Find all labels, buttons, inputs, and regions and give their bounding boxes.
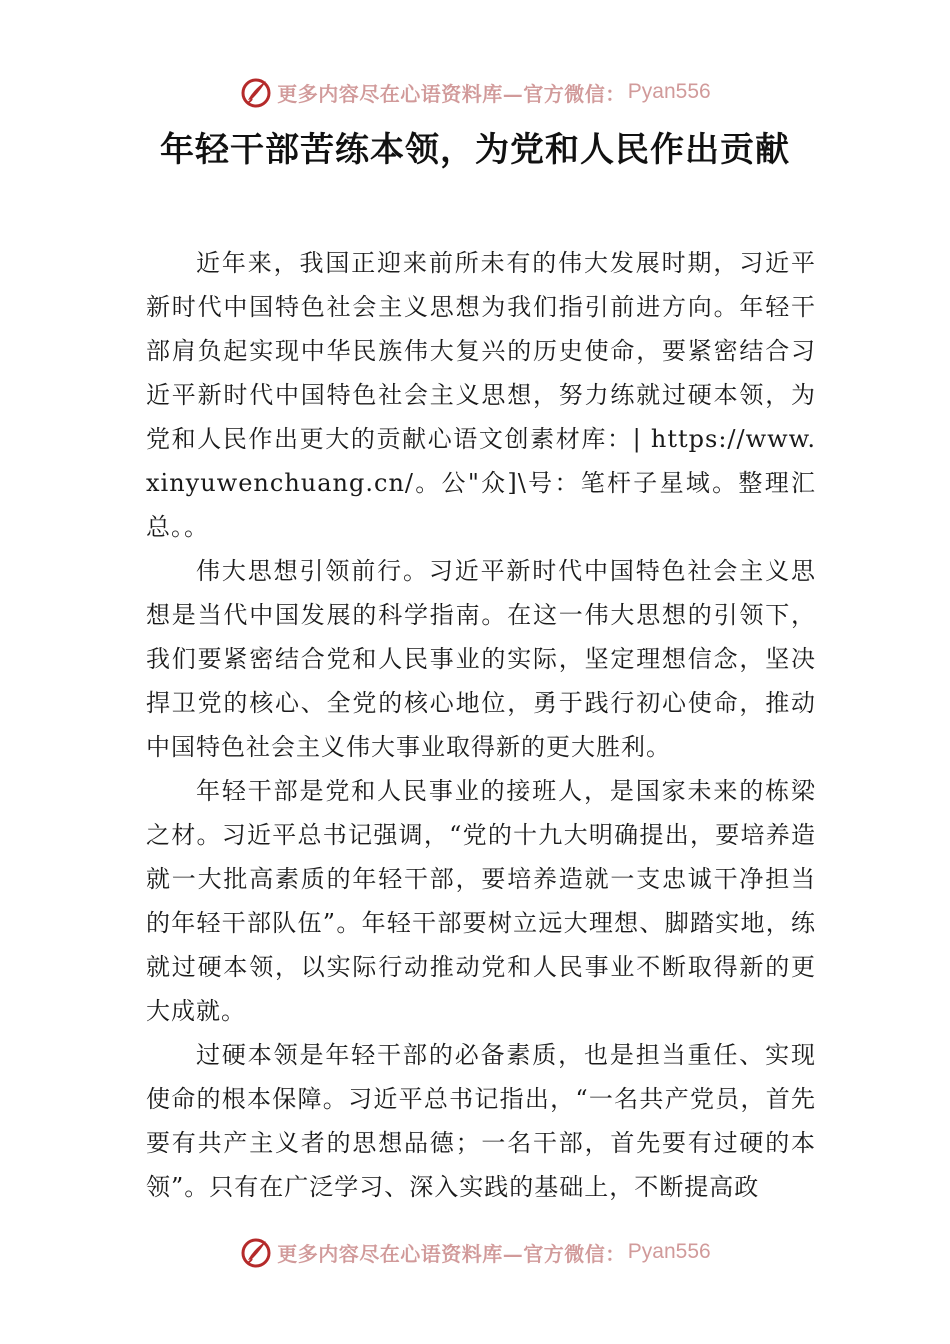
footer-banner-text: 更多内容尽在心语资料库—官方微信： [277, 1241, 626, 1266]
brush-logo-icon [239, 75, 273, 109]
paragraph: 伟大思想引领前行。习近平新时代中国特色社会主义思想是当代中国发展的科学指南。在这一伟大思想的引领下， 我们要紧密结合党和人民事业的实际，坚定理想信念，坚决捍卫党的核心、全党的核心地位，勇于践行初心使命，推动中国特色社会主义伟大事业取得新的更大胜利。 [146, 557, 816, 761]
document-title: 年轻干部苦练本领，为党和人民作出贡献 [160, 130, 790, 170]
footer-banner [0, 1232, 950, 1272]
paragraph: 年轻干部是党和人民事业的接班人，是国家未来的栋梁之材。习近平总书记强调，“党的十九大明确提出，要培养造就一大批高素质的年轻干部，要培养造就一支忠诚干净担当的年轻干部队伍”。年轻干部要树立远大理想、脚踏实地，练就过硬本领，以实际行动推动党和人民事业不断取得新的更大成就。 [146, 777, 816, 1025]
document-body [146, 241, 816, 1209]
header-banner-text: 更多内容尽在心语资料库—官方微信： [277, 81, 626, 106]
header-banner [0, 72, 950, 112]
header-banner-handle: Pyan556 [627, 80, 711, 103]
paragraph: 过硬本领是年轻干部的必备素质，也是担当重任、实现使命的根本保障。习近平总书记指出，“一名共产党员，首先要有共产主义者的思想品德；一名干部，首先要有过硬的本领”。只有在广泛学习、深入实践的基础上，不断提高政 [146, 1041, 816, 1201]
brush-logo-icon [239, 1235, 273, 1269]
paragraph: 近年来，我国正迎来前所未有的伟大发展时期，习近平新时代中国特色社会主义思想为我们指引前进方向。年轻干部肩负起实现中华民族伟大复兴的历史使命，要紧密结合习近平新时代中国特色社会主义思想，努力练就过硬本领，为党和人民作出更大的贡献心语文创素材库：| https://www.xinyuwenchuang.cn/。公"众]\号：笔杆子星域。整理汇总。。 [146, 249, 816, 541]
footer-banner-handle: Pyan556 [627, 1240, 711, 1263]
